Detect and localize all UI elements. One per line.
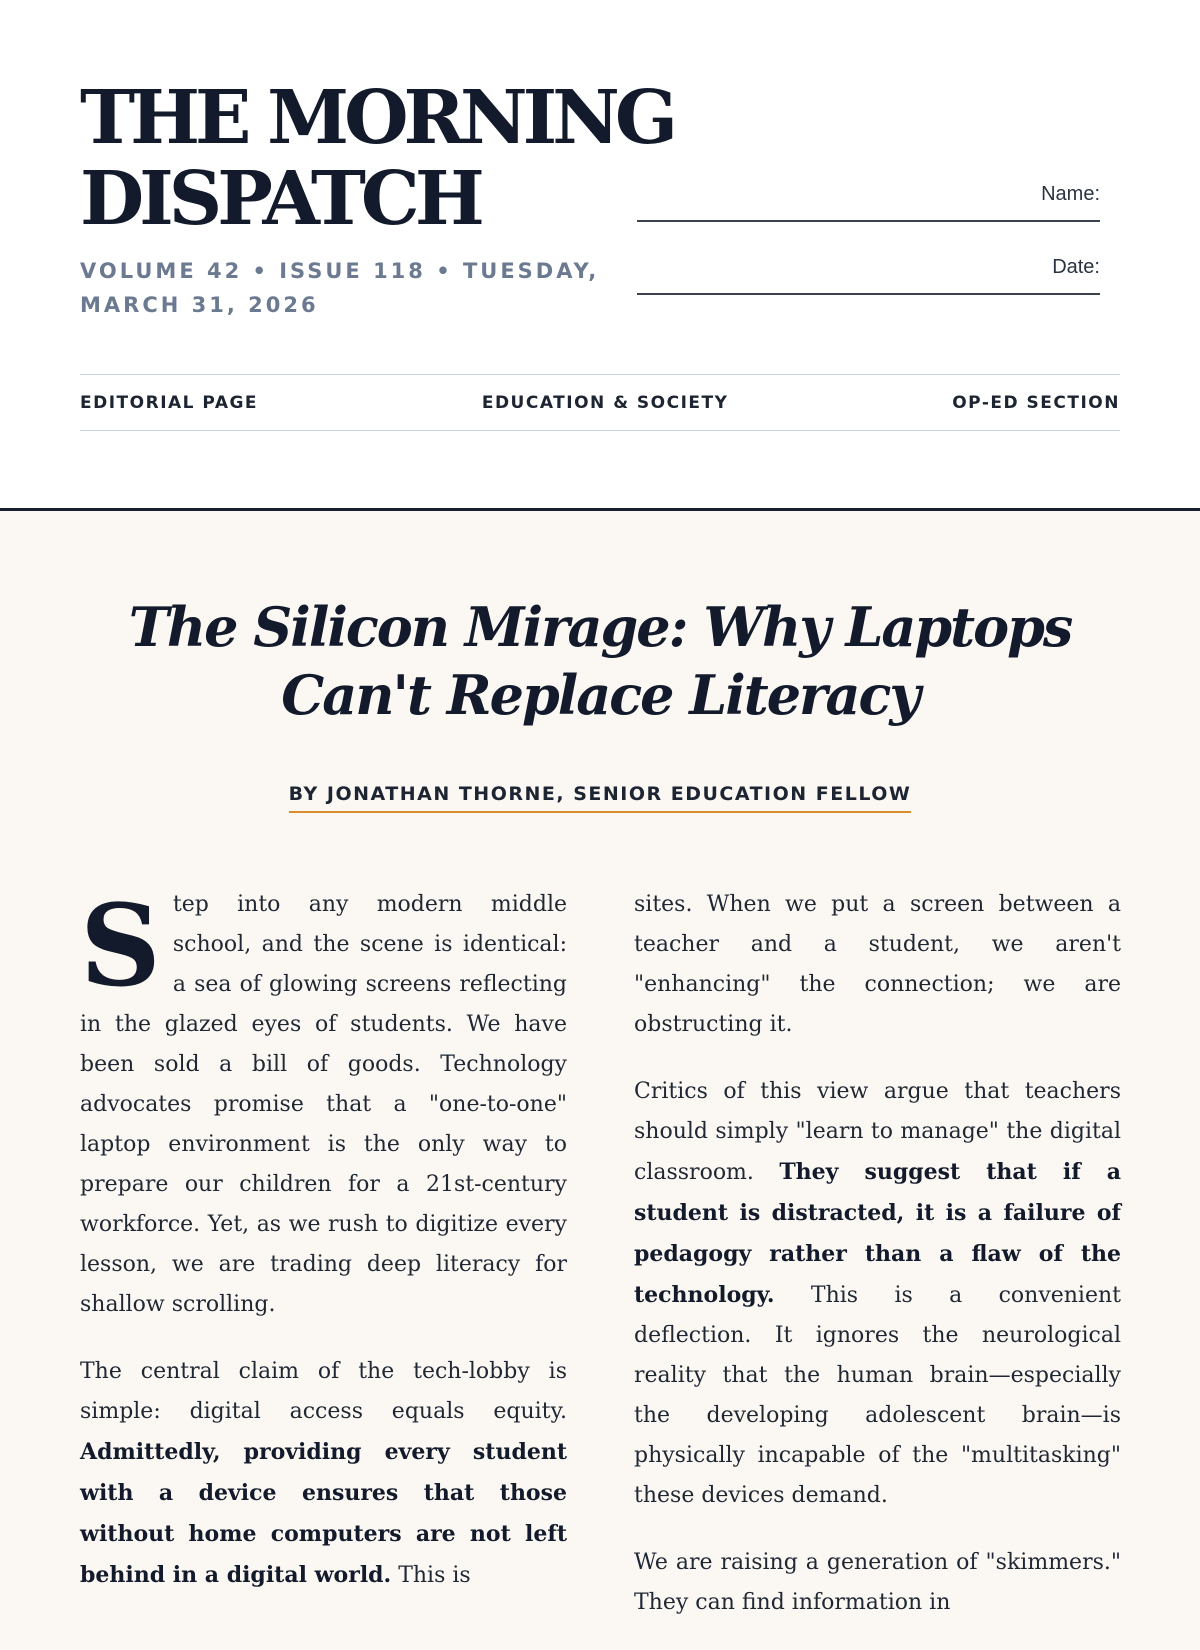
paragraph-2-text: The central claim of the tech-lobby is simple: digital access equals equity. <box>80 1359 567 1424</box>
paragraph-4-continuation: This is a convenient deflection. It ignores the neurological reality that the human brain—especially the developing adolescent brain—is physically incapable of the "multitasking" these devices demand. <box>634 1283 1121 1508</box>
article-column-right <box>634 885 1121 1650</box>
paragraph-2 <box>80 1352 567 1596</box>
newspaper-title <box>80 75 680 242</box>
article-headline: The Silicon Mirage: Why Laptops Can't Replace Literacy <box>128 595 1072 727</box>
paragraph-2-continuation: This is <box>398 1563 471 1588</box>
date-blank-line[interactable] <box>637 293 1100 295</box>
drop-cap: S <box>80 881 161 1012</box>
name-label: Name: <box>1041 183 1100 205</box>
paragraph-1-text: tep into any modern middle school, and the scene is identical: a sea of glowing screens reflecting in the glazed eyes of students. We have been sold a bill of goods. Technology advocates promise that a "one-to-one" laptop environment is the only way to prepare our children for a 21st-century workforce. Yet, as we rush to digitize every lesson, we are trading deep literacy for shallow scrolling. <box>80 892 567 1317</box>
paragraph-1 <box>80 881 567 1325</box>
paragraph-3: sites. When we put a screen between a teacher and a student, we aren't "enhancing" the connection; we are obstructing it. <box>634 892 1121 1037</box>
paragraph-4-emphasis: They suggest that if a student is distracted, it is a failure of pedagogy rather than a flaw of the technology. <box>634 1159 1121 1308</box>
date-field <box>625 256 1100 295</box>
date-label: Date: <box>1052 256 1100 278</box>
byline: BY JONATHAN THORNE, SENIOR EDUCATION FELLOW <box>289 783 912 813</box>
title-line-1: THE MORNING <box>80 75 674 161</box>
title-line-2: DISPATCH <box>80 156 480 242</box>
masthead <box>0 0 1200 511</box>
byline-container <box>0 783 1200 813</box>
paragraph-4 <box>634 1072 1121 1516</box>
section-bar <box>80 374 1120 431</box>
paragraph-2-emphasis: Admittedly, providing every student with a device ensures that those without home computers are not left behind in a digital world. <box>80 1439 567 1588</box>
name-field <box>625 183 1100 222</box>
section-editorial-page: EDITORIAL PAGE <box>80 392 259 413</box>
issue-info: VOLUME 42 • ISSUE 118 • TUESDAY, MARCH 31, 2026 <box>80 259 600 317</box>
article-column-left <box>80 881 567 1623</box>
paragraph-4-text: Critics of this view argue that teachers should simply "learn to manage" the digital classroom. <box>634 1079 1121 1185</box>
section-education-society: EDUCATION & SOCIETY <box>481 392 729 413</box>
article <box>0 511 1200 1615</box>
name-blank-line[interactable] <box>637 220 1100 222</box>
paragraph-5: We are raising a generation of "skimmers." They can find information in <box>634 1550 1121 1615</box>
section-op-ed: OP-ED SECTION <box>952 392 1120 413</box>
